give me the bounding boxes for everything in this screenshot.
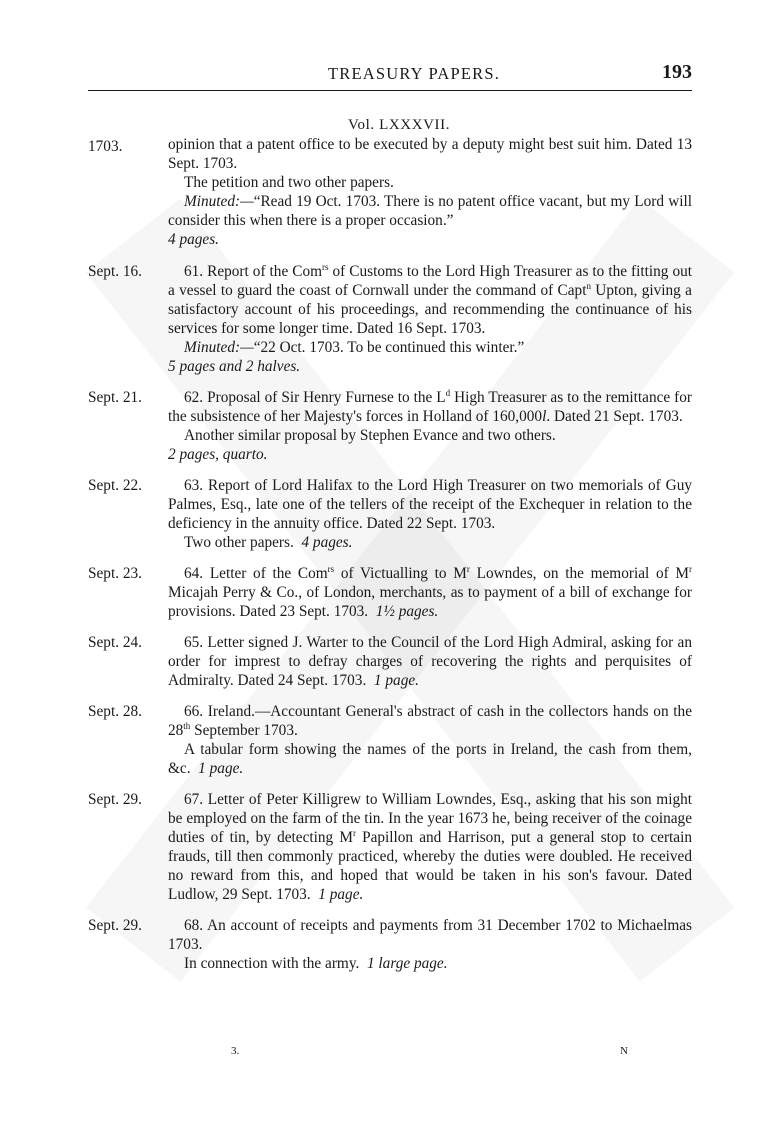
entry-text xyxy=(168,476,692,552)
page-count: 4 pages. xyxy=(168,231,219,248)
entries-body xyxy=(88,117,692,973)
entry-date: Sept. 29. xyxy=(88,791,142,808)
page-count: 1 page. xyxy=(373,672,419,689)
page-count: 1 page. xyxy=(198,760,244,777)
entry-paragraph: 67. Letter of Peter Killigrew to William Lowndes, Esq., asking that his son might be employed on the farm of the tin. In the year 1673 he, being receiver of the coinage duties of tin, by detecting $M^r$ Papillon and Harrison, put a general stop to certain frauds, till then commonly practiced, whereby the duties were doubled. He received no reward from this, and hoped that would be taken in his son's favour. Dated Ludlow, 29 Sept. 1703. 1 page. xyxy=(168,791,692,903)
page-footer xyxy=(88,1045,692,1065)
minuted-paragraph xyxy=(168,192,692,230)
entry-text xyxy=(168,633,692,690)
page-number: 193 xyxy=(662,61,692,83)
entry xyxy=(88,476,692,552)
entry-paragraph: In connection with the army. 1 large page. xyxy=(184,955,448,972)
entry-paragraph: A tabular form showing the names of the ports in Ireland, the cash from them, &c. 1 page. xyxy=(168,741,692,777)
entry-text xyxy=(168,262,692,376)
entry xyxy=(88,564,692,621)
entry-date: Sept. 22. xyxy=(88,477,142,494)
entry xyxy=(88,702,692,778)
page-count: 1 page. xyxy=(318,886,364,903)
entry-text xyxy=(168,702,692,778)
entry-date: Sept. 23. xyxy=(88,565,142,582)
running-title: TREASURY PAPERS. xyxy=(328,64,501,83)
entry xyxy=(88,916,692,973)
entry-paragraph: Two other papers. 4 pages. xyxy=(184,534,353,551)
page-count: 4 pages. xyxy=(301,534,353,551)
entry-paragraph: 66. Ireland.—Accountant General's abstract of cash in the collectors hands on the 28th September 1703. xyxy=(168,703,692,739)
volume-heading: Vol. LXXXVII. xyxy=(348,117,451,133)
entry-paragraph: 65. Letter signed J. Warter to the Council of the Lord High Admiral, asking for an order for imprest to defray charges of recovering the rights and perquisites of Admiralty. Dated 24 Sept. 1703. 1 page. xyxy=(168,634,692,689)
entry xyxy=(88,388,692,464)
entry-paragraph: 61. Report of the Com$^{rs}$ of Customs to the Lord High Treasurer as to the fitting out a vessel to guard the coast of Cornwall under the command of Capt$^n$ Upton, giving a satisfactory account of his proceedings, and recommending the continuance of his services for some longer time. Dated 16 Sept. 1703. xyxy=(168,261,692,337)
minuted-label: Minuted:— xyxy=(184,339,254,356)
entry-paragraph: opinion that a patent office to be executed by a deputy might best suit him. Dated 13 Sept. 1703. xyxy=(168,136,692,172)
entry-paragraph: 64. Letter of the Com$^{rs}$ of Victualling to $M^r$ Lowndes, on the memorial of $M^r$ Micajah Perry & Co., of London, merchants, as to payment of a bill of exchange for provisions. Dated 23 Sept. 1703. 1½ pages. xyxy=(168,563,693,620)
entry-paragraph: The petition and two other papers. xyxy=(184,174,394,191)
entry xyxy=(88,790,692,904)
entry-text xyxy=(168,916,692,973)
minuted-label: Minuted:— xyxy=(184,193,254,210)
minuted-paragraph xyxy=(168,338,692,357)
page-count: 1½ pages. xyxy=(375,603,439,620)
entry xyxy=(88,135,692,249)
entry-text xyxy=(168,564,692,621)
minuted-text: “22 Oct. 1703. To be continued this winter.” xyxy=(253,339,525,356)
entry-paragraph: Another similar proposal by Stephen Evance and two others. xyxy=(184,427,556,444)
entry-paragraph: 68. An account of receipts and payments from 31 December 1702 to Michaelmas 1703. xyxy=(168,917,692,953)
entry-text xyxy=(168,135,692,249)
entry-text xyxy=(168,790,692,904)
entry-paragraph: 63. Report of Lord Halifax to the Lord High Treasurer on two memorials of Guy Palmes, Esq., late one of the tellers of the receipt of the Exchequer in relation to the deficiency in the annuity office. Dated 22 Sept. 1703. xyxy=(168,477,692,532)
page-count: 2 pages, quarto. xyxy=(168,446,268,463)
entry-date: 1703. xyxy=(88,138,123,155)
entry-date: Sept. 16. xyxy=(88,263,142,280)
sheet-mark: N xyxy=(620,1045,628,1057)
entry-date: Sept. 21. xyxy=(88,389,142,406)
entry xyxy=(88,633,692,690)
signature-mark: 3. xyxy=(231,1045,240,1057)
entry xyxy=(88,262,692,376)
page-header xyxy=(88,58,692,92)
minuted-text: “Read 19 Oct. 1703. There is no patent office vacant, but my Lord will consider this when there is a proper occasion.” xyxy=(168,193,692,229)
header-rule xyxy=(88,90,692,91)
page-count: 5 pages and 2 halves. xyxy=(168,358,301,375)
entry-text xyxy=(168,388,692,464)
entry-paragraph: 62. Proposal of Sir Henry Furnese to the $L^d$ High Treasurer as to the remittance for the subsistence of her Majesty's forces in Holland of 160,000l. Dated 21 Sept. 1703. xyxy=(168,387,693,425)
entry-date: Sept. 24. xyxy=(88,634,142,651)
entry-date: Sept. 28. xyxy=(88,703,142,720)
page-count: 1 large page. xyxy=(366,955,448,972)
entry-date: Sept. 29. xyxy=(88,917,142,934)
